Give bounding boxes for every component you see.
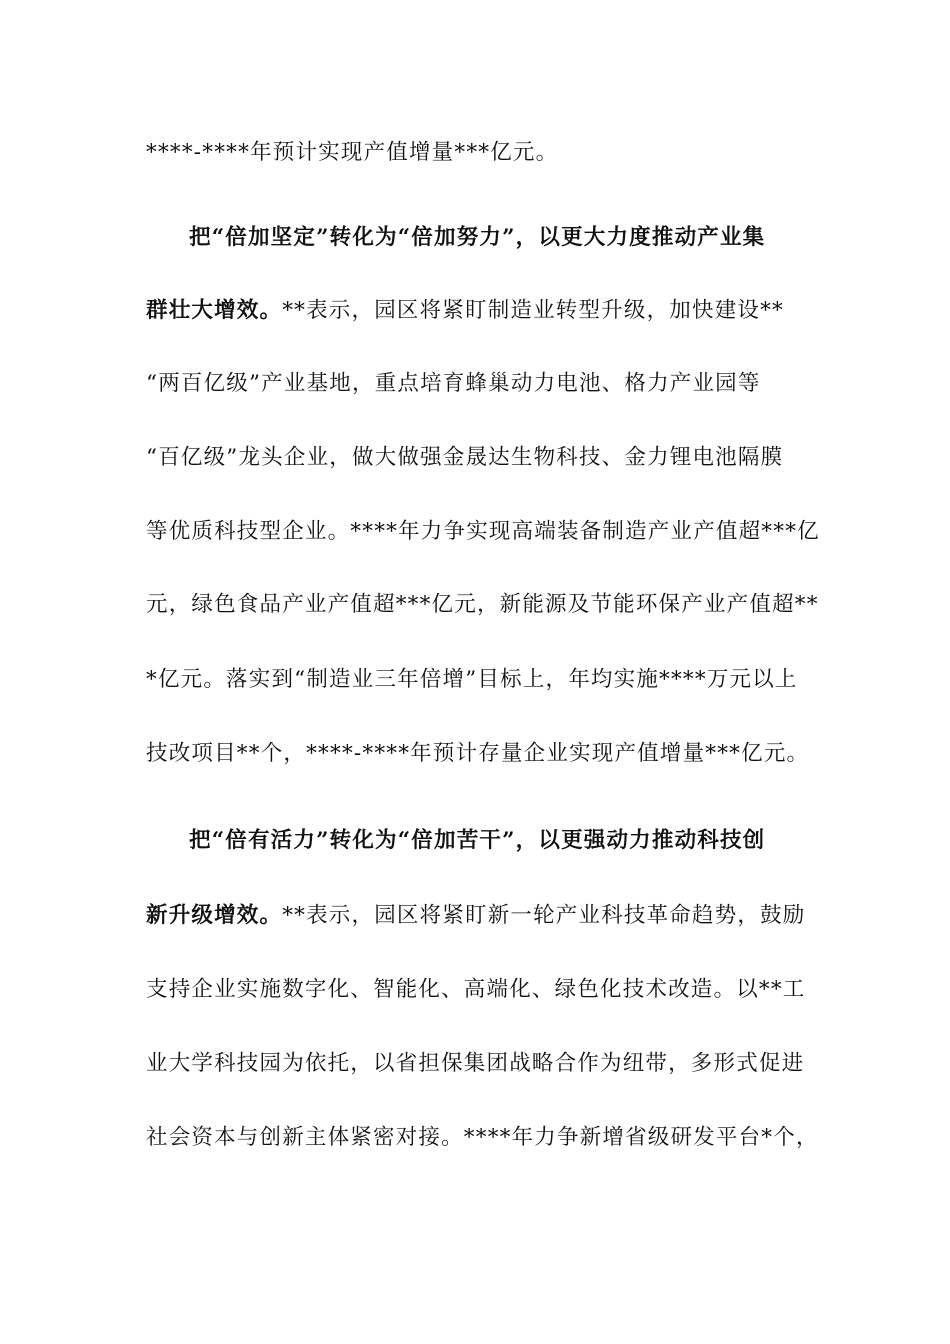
text-line: “百亿级”龙头企业，做大做强金晟达生物科技、金力锂电池隔膜 xyxy=(146,445,784,470)
section-heading: 把“倍加坚定”转化为“倍加努力”，以更大力度推动产业集 xyxy=(189,225,766,250)
text-line: *亿元。落实到“制造业三年倍增”目标上，年均实施****万元以上 xyxy=(146,667,798,692)
text-line: “两百亿级”产业基地，重点培育蜂巢动力电池、格力产业园等 xyxy=(146,371,761,396)
text-line: ****-****年预计实现产值增量***亿元。 xyxy=(146,140,559,165)
text-line: 技改项目**个，****-****年预计存量企业实现产值增量***亿元。 xyxy=(146,741,810,766)
text-line: 业大学科技园为依托，以省担保集团战略合作为纽带，多形式促进 xyxy=(146,1051,805,1076)
text-line: 社会资本与创新主体紧密对接。****年力争新增省级研发平台*个， xyxy=(146,1125,819,1150)
text-line: 支持企业实施数字化、智能化、高端化、绿色化技术改造。以**工 xyxy=(146,977,806,1002)
text-span: **表示，园区将紧盯制造业转型升级，加快建设** xyxy=(282,298,785,323)
text-line: 等优质科技型企业。****年力争实现高端装备制造产业产值超***亿 xyxy=(146,519,820,544)
section-heading-end: 群壮大增效。 xyxy=(146,298,283,323)
text-span: **表示，园区将紧盯新一轮产业科技革命趋势，鼓励 xyxy=(282,903,806,928)
text-line: 元，绿色食品产业产值超***亿元，新能源及节能环保产业产值超** xyxy=(146,592,819,617)
text-line xyxy=(146,296,806,326)
text-line xyxy=(146,901,806,931)
section-heading: 把“倍有活力”转化为“倍加苦干”，以更强动力推动科技创 xyxy=(189,828,766,853)
section-heading-end: 新升级增效。 xyxy=(146,903,283,928)
